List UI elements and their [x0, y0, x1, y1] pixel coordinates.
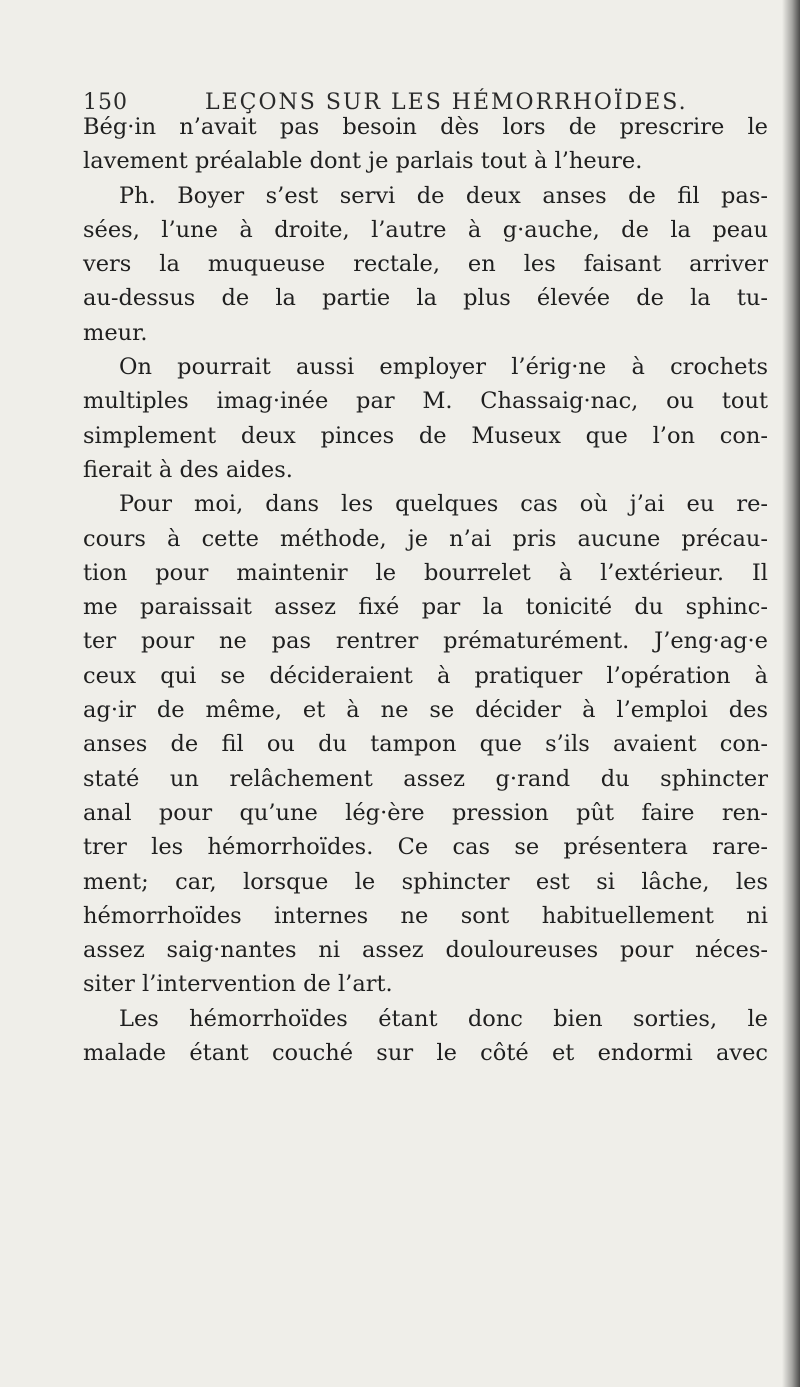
text-line: Pour moi, dans les quelques cas où j’ai eu re-: [119, 491, 768, 518]
text-line: ceux qui se décideraient à pratiquer l’opération à: [83, 662, 768, 689]
text-line: anal pour qu’une lég·ère pression pût faire ren-: [83, 799, 768, 826]
text-line: cours à cette méthode, je n’ai pris aucune précau-: [83, 525, 768, 552]
text-line: staté un relâchement assez g·rand du sphincter: [83, 765, 768, 792]
page-number: 150: [83, 90, 128, 115]
text-line: malade étant couché sur le côté et endormi avec: [83, 1040, 768, 1067]
text-line: Bég·in n’avait pas besoin dès lors de prescrire le: [83, 114, 768, 140]
text-line: hémorrhoïdes internes ne sont habituellement ni: [83, 902, 768, 929]
text-line: trer les hémorrhoïdes. Ce cas se présentera rare-: [83, 834, 768, 861]
text-line: multiples imag·inée par M. Chassaig·nac, ou tout: [83, 388, 768, 415]
text-line: sées, l’une à droite, l’autre à g·auche, de la peau: [83, 216, 768, 243]
body-text: [83, 110, 768, 1070]
page-edge-shadow: [782, 0, 800, 1387]
text-line: meur.: [83, 319, 148, 346]
text-line: au-dessus de la partie la plus élevée de la tu-: [83, 285, 768, 312]
text-line: Ph. Boyer s’est servi de deux anses de fil pas-: [119, 182, 768, 209]
text-line: anses de fil ou du tampon que s’ils avaient con-: [83, 731, 768, 758]
text-line: assez saig·nantes ni assez douloureuses pour néces-: [83, 937, 768, 964]
text-line: vers la muqueuse rectale, en les faisant arriver: [83, 251, 768, 278]
text-line: me paraissait assez fixé par la tonicité du sphinc-: [83, 594, 768, 621]
text-line: ment; car, lorsque le sphincter est si lâche, les: [83, 868, 768, 895]
text-line: ag·ir de même, et à ne se décider à l’emploi des: [83, 697, 768, 724]
text-line: fierait à des aides.: [83, 456, 293, 483]
text-line: tion pour maintenir le bourrelet à l’extérieur. Il: [83, 559, 768, 586]
text-line: On pourrait aussi employer l’érig·ne à crochets: [119, 354, 768, 381]
text-line: simplement deux pinces de Museux que l’on con-: [83, 422, 768, 449]
text-line: lavement préalable dont je parlais tout à l’heure.: [83, 148, 643, 175]
text-line: ter pour ne pas rentrer prématurément. J’eng·ag·e: [83, 628, 768, 655]
text-line: Les hémorrhoïdes étant donc bien sorties, le: [119, 1005, 768, 1032]
text-line: siter l’intervention de l’art.: [83, 971, 393, 998]
running-title: LEÇONS SUR LES HÉMORRHOÏDES.: [205, 90, 688, 115]
